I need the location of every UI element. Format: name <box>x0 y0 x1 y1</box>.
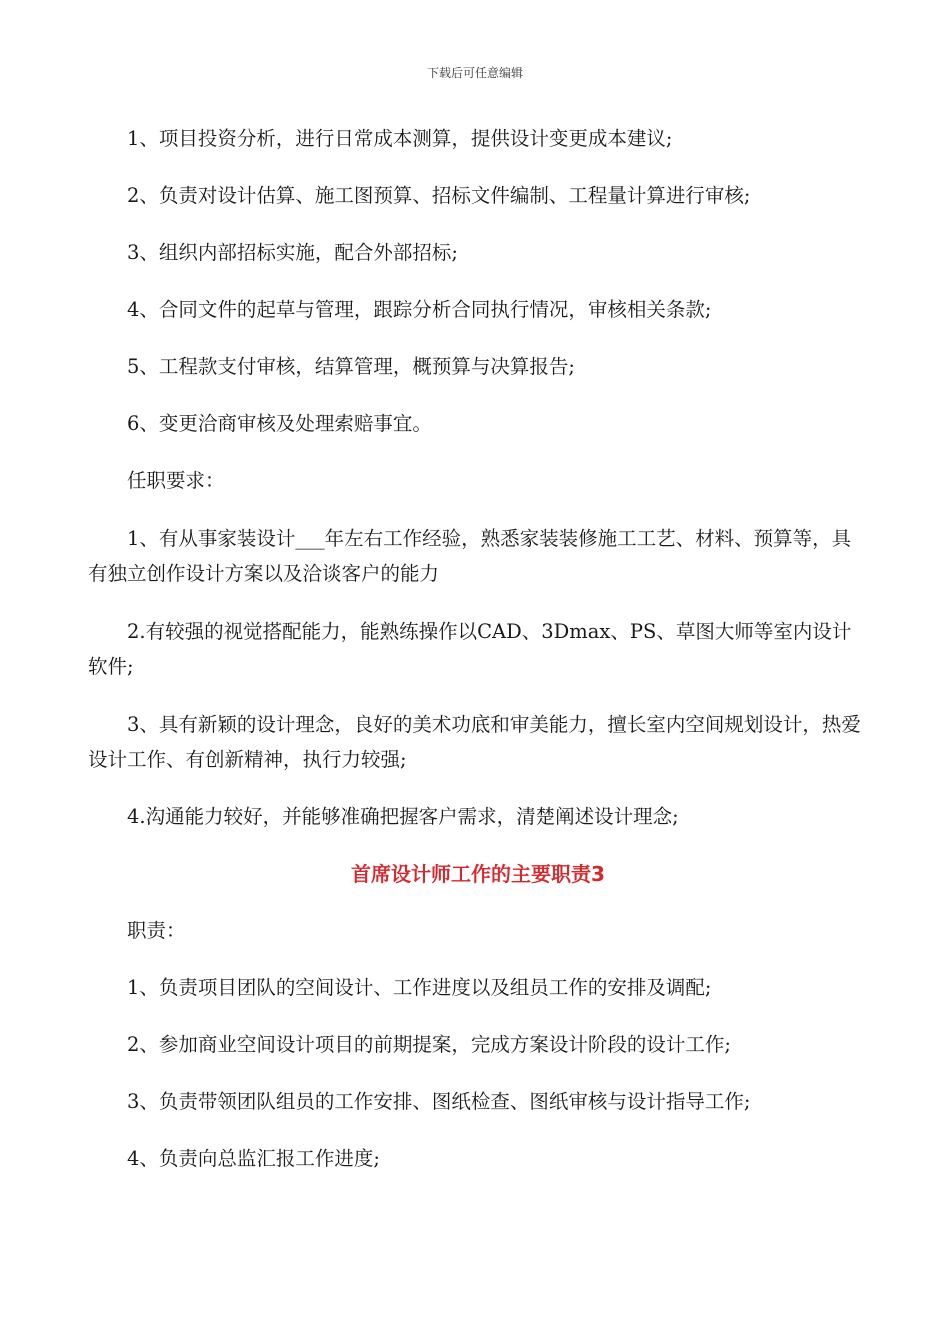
requirement-item-4: 4.沟通能力较好，并能够准确把握客户需求，清楚阐述设计理念; <box>127 805 679 828</box>
duty-item-4: 4、合同文件的起草与管理，跟踪分析合同执行情况，审核相关条款; <box>127 298 712 321</box>
section3-duty-item-3: 3、负责带领团队组员的工作安排、图纸检查、图纸审核与设计指导工作; <box>127 1090 751 1113</box>
duty-item-3: 3、组织内部招标实施，配合外部招标; <box>127 241 458 264</box>
requirements-label: 任职要求： <box>127 469 225 492</box>
section3-duty-item-4: 4、负责向总监汇报工作进度; <box>127 1147 380 1170</box>
requirement-item-3: 3、具有新颖的设计理念，良好的美术功底和审美能力，擅长室内空间规划设计，热爱设计工作、有创新精神，执行力较强; <box>88 713 861 771</box>
duty-item-6: 6、变更洽商审核及处理索赔事宜。 <box>127 412 432 435</box>
section3-duty-item-2: 2、参加商业空间设计项目的前期提案，完成方案设计阶段的设计工作; <box>127 1033 731 1056</box>
duties-label: 职责： <box>127 919 186 942</box>
document-body <box>88 122 868 1199</box>
duty-item-1: 1、项目投资分析，进行日常成本测算，提供设计变更成本建议; <box>127 127 673 150</box>
section3-duty-item-1: 1、负责项目团队的空间设计、工作进度以及组员工作的安排及调配; <box>127 976 712 999</box>
duty-item-2: 2、负责对设计估算、施工图预算、招标文件编制、工程量计算进行审核; <box>127 184 751 207</box>
requirement-item-1: 1、有从事家装设计___年左右工作经验，熟悉家装装修施工工艺、材料、预算等，具有独立创作设计方案以及洽谈客户的能力 <box>88 527 852 585</box>
duty-item-5: 5、工程款支付审核，结算管理，概预算与决算报告; <box>127 355 575 378</box>
page-header: 下载后可任意编辑 <box>426 66 523 80</box>
requirement-item-2: 2.有较强的视觉搭配能力，能熟练操作以CAD、3Dmax、PS、草图大师等室内设计软件; <box>88 620 852 678</box>
section-heading: 首席设计师工作的主要职责3 <box>351 862 605 886</box>
